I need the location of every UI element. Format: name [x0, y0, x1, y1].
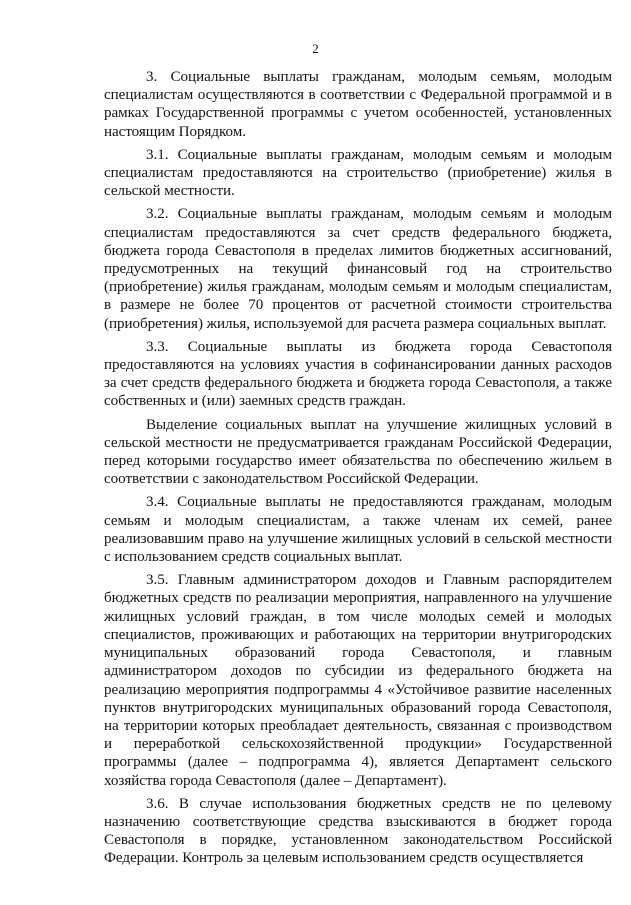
- paragraph-3-3-continued: Выделение социальных выплат на улучшение жилищных условий в сельской местности не предусматривается гражданам Российской Федерации, перед которыми государство имеет обязательства по обеспечению жильем в соответствии с законодательством Российской Федерации.: [104, 416, 612, 488]
- document-body: [104, 68, 612, 873]
- paragraph-3-3: 3.3. Социальные выплаты из бюджета города Севастополя предоставляются на условиях участия в софинансировании данных расходов за счет средств федерального бюджета и бюджета города Севастополя, а также собственных и (или) заемных средств граждан.: [104, 338, 612, 410]
- paragraph-3-2: 3.2. Социальные выплаты гражданам, молодым семьям и молодым специалистам предоставляются за счет средств федерального бюджета, бюджета города Севастополя в пределах лимитов бюджетных ассигнований, предусмотренных на текущий финансовый год на строительство (приобретение) жилья гражданам, молодым семьям и молодым специалистам, в размере не более 70 процентов от расчетной стоимости строительства (приобретения) жилья, используемой для расчета размера социальных выплат.: [104, 206, 612, 332]
- paragraph-3-6: 3.6. В случае использования бюджетных средств не по целевому назначению соответствующие средства взыскиваются в бюджет города Севастополя в порядке, установленном законодательством Российской Федерации. Контроль за целевым использованием средств осуществляется: [104, 795, 612, 867]
- paragraph-3-5: 3.5. Главным администратором доходов и Главным распорядителем бюджетных средств по реализации мероприятия, направленного на улучшение жилищных условий граждан, в том числе молодых семей и молодых специалистов, проживающих и работающих на территории внутригородских муниципальных образований города Севастополя, и главным администратором доходов по субсидии из федерального бюджета на реализацию мероприятия подпрограммы 4 «Устойчивое развитие населенных пунктов внутригородских муниципальных образований города Севастополя, на территории которых преобладает деятельность, связанная с производством и переработкой сельскохозяйственной продукции» Государственной программы (далее – подпрограмма 4), является Департамент сельского хозяйства города Севастополя (далее – Департамент).: [104, 572, 612, 789]
- paragraph-3-1: 3.1. Социальные выплаты гражданам, молодым семьям и молодым специалистам предоставляются на строительство (приобретение) жилья в сельской местности.: [104, 146, 612, 200]
- paragraph-3: 3. Социальные выплаты гражданам, молодым семьям, молодым специалистам осуществляются в соответствии с Федеральной программой и в рамках Государственной программы с учетом особенностей, установленных настоящим Порядком.: [104, 69, 612, 140]
- paragraph-3-4: 3.4. Социальные выплаты не предоставляются гражданам, молодым семьям и молодым специалистам, а также членам их семей, ранее реализовавшим право на улучшение жилищных условий в сельской местности с использованием средств социальных выплат.: [104, 494, 612, 566]
- page-number: 2: [312, 41, 319, 56]
